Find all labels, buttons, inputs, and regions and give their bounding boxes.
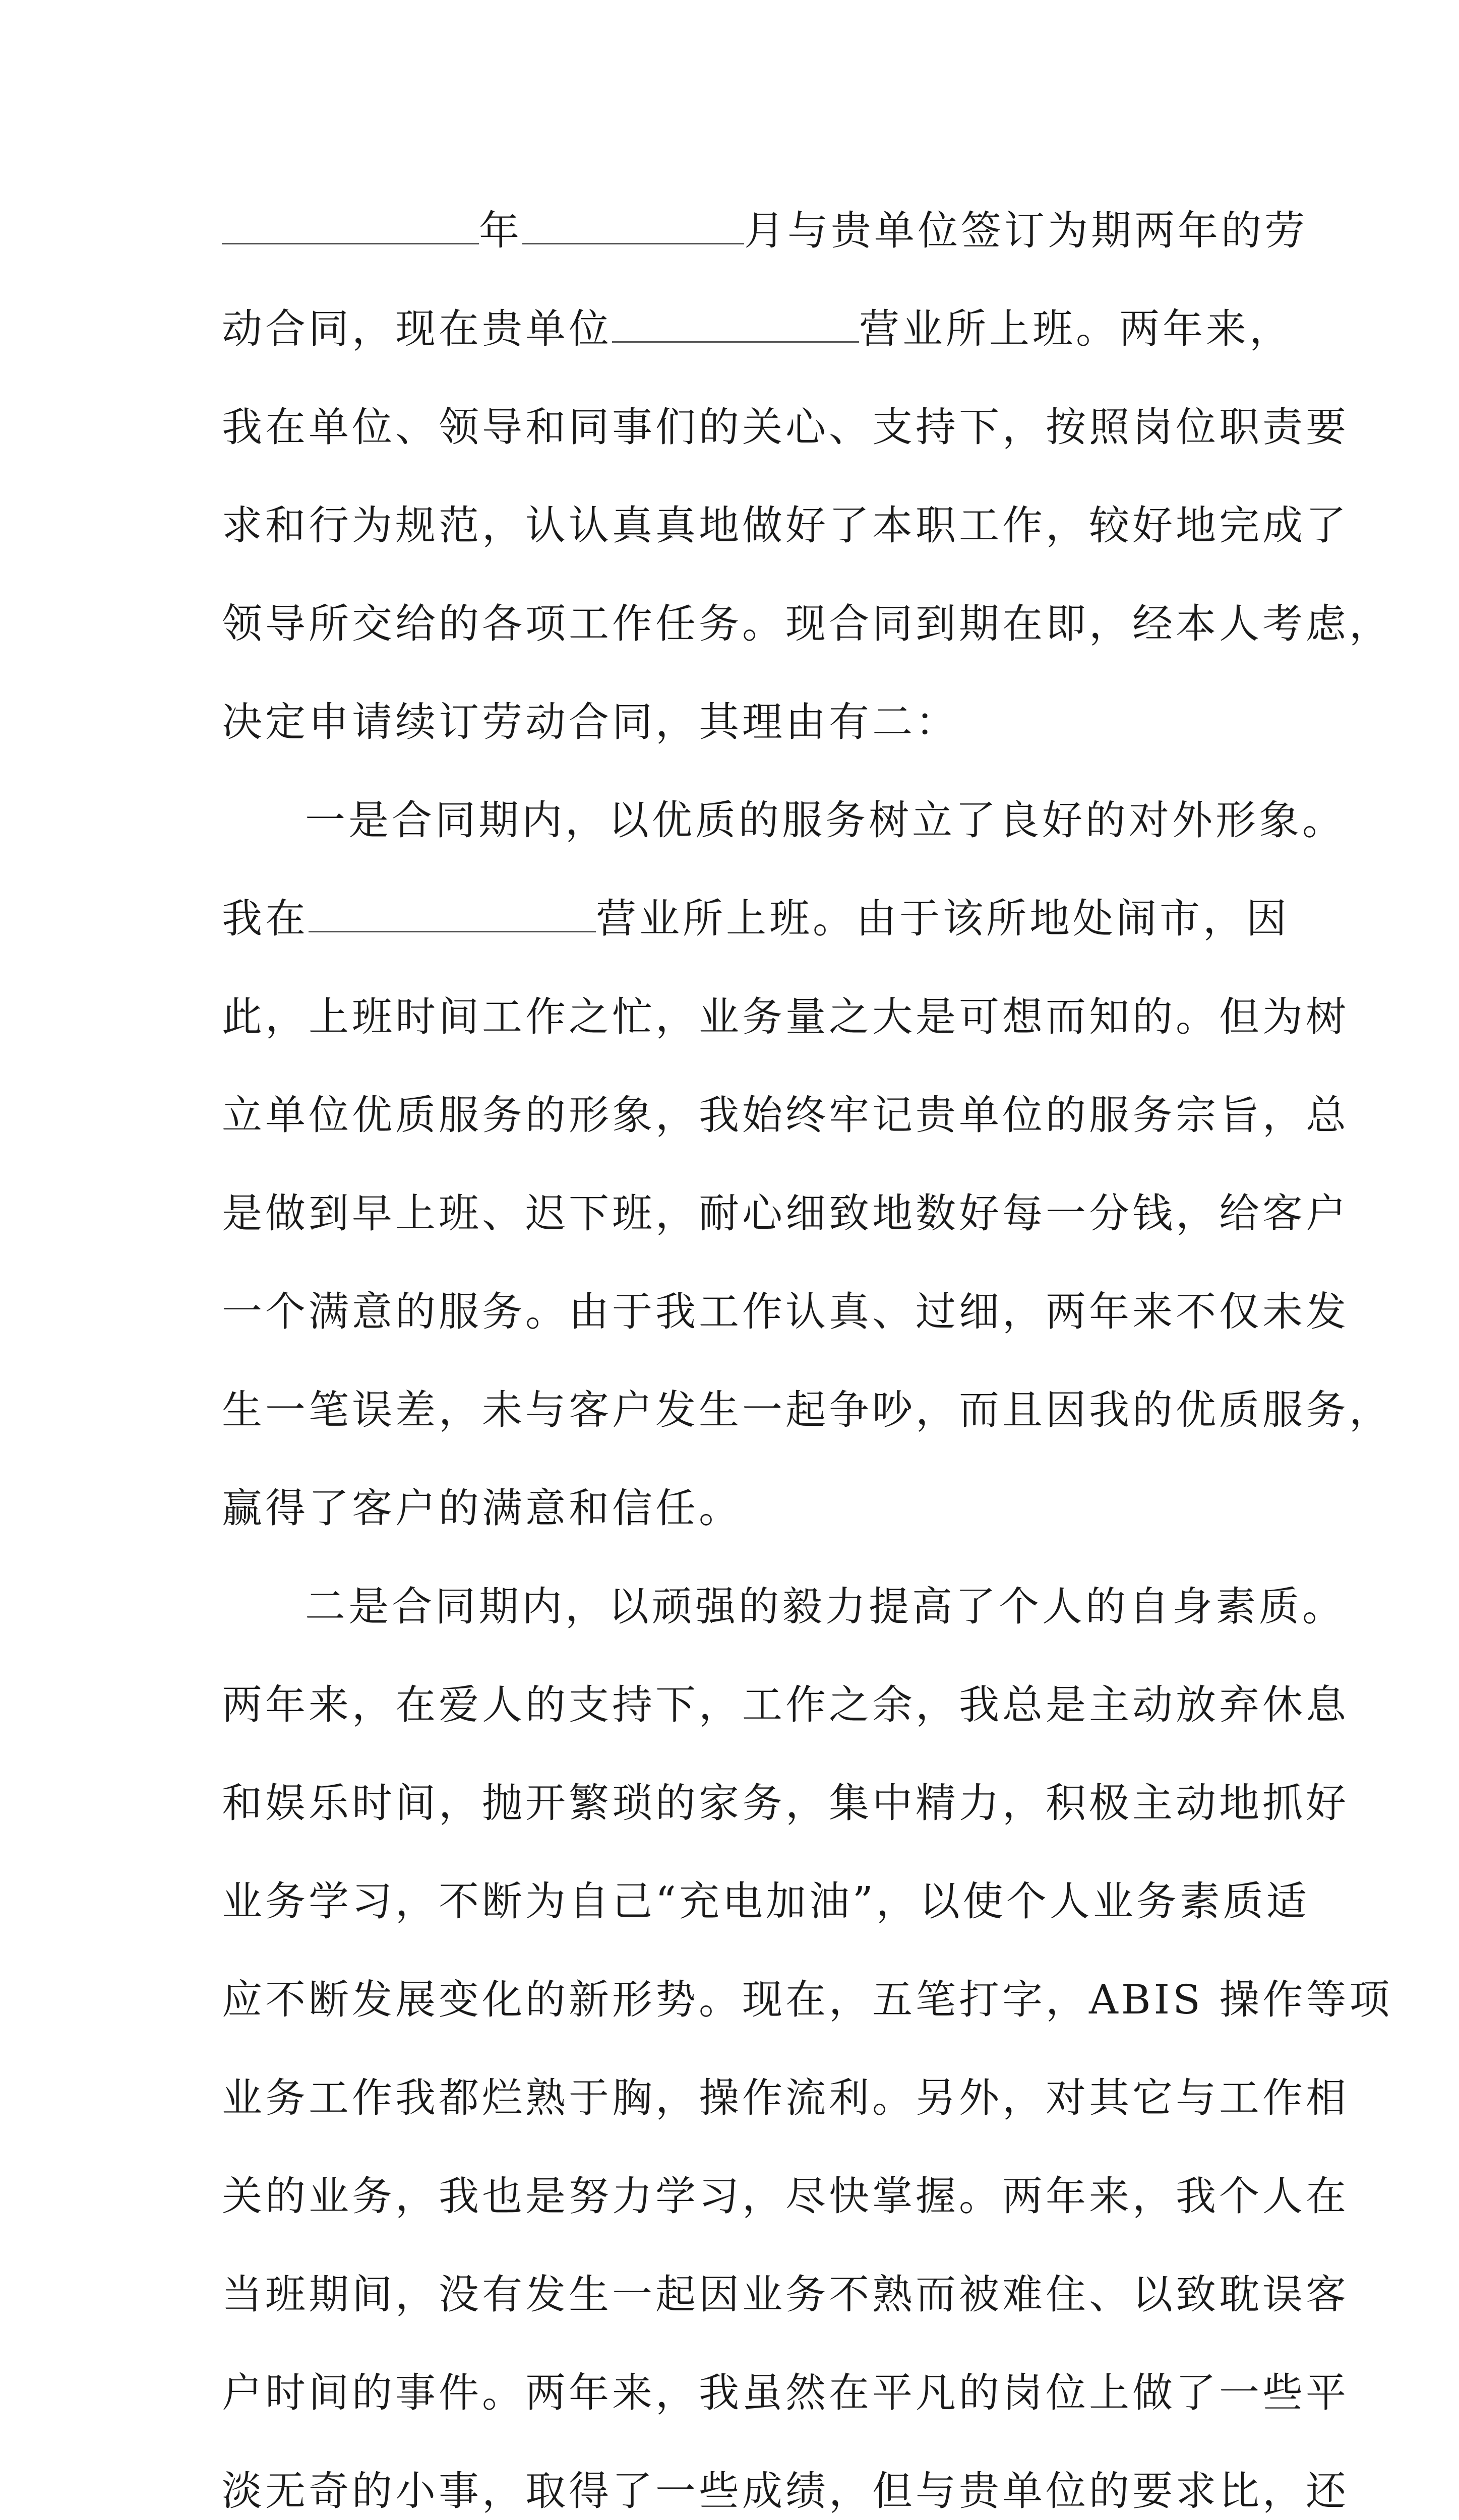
text-line: 一个满意的服务。由于我工作认真、过细，两年来不仅未发 bbox=[222, 1288, 1349, 1335]
text-line bbox=[222, 869, 1290, 968]
text-line: 和娱乐时间，抛开繁琐的家务，集中精力，积极主动地抓好 bbox=[222, 1780, 1349, 1826]
text-line: 此，上班时间工作之忙，业务量之大是可想而知的。但为树 bbox=[222, 993, 1349, 1040]
text-segment: 月与贵单位签订为期两年的劳 bbox=[744, 207, 1308, 254]
text-line: 业务学习，不断为自己“充电加油”，以使个人业务素质适 bbox=[222, 1878, 1310, 1925]
paragraph-heading-two: 二是合同期内，以顽强的毅力提高了个人的自身素质。 bbox=[305, 1583, 1346, 1630]
text-line: 是做到早上班、迟下班，耐心细致地数好每一分钱，给客户 bbox=[222, 1190, 1349, 1237]
text-line: 决定申请续订劳动合同，其理由有二： bbox=[222, 699, 959, 745]
paragraph-heading-one: 一是合同期内，以优质的服务树立了良好的对外形象。 bbox=[305, 797, 1346, 844]
text-line: 应不断发展变化的新形势。现在，五笔打字，ABIS 操作等项 bbox=[222, 1976, 1393, 2023]
blank-field-month[interactable] bbox=[522, 208, 744, 244]
text-segment: 营业所上班。由于该所地处闹市，因 bbox=[596, 895, 1290, 942]
text-line: 求和行为规范，认认真真地做好了本职工作，较好地完成了 bbox=[222, 502, 1349, 549]
text-line: 领导所交给的各项工作任务。现合同到期在即，经本人考虑， bbox=[222, 600, 1392, 647]
text-segment: 年 bbox=[479, 207, 522, 254]
text-segment: 我在 bbox=[222, 895, 309, 942]
text-line bbox=[222, 181, 1308, 280]
blank-field-unit[interactable] bbox=[612, 306, 859, 343]
text-line: 淡无奇的小事，取得了一些成绩，但与贵单位的要求比，还 bbox=[222, 2468, 1349, 2514]
text-line: 户时间的事件。两年来，我虽然在平凡的岗位上做了一些平 bbox=[222, 2369, 1349, 2416]
text-line: 赢得了客户的满意和信任。 bbox=[222, 1485, 742, 1532]
text-segment: 动合同，现在贵单位 bbox=[222, 305, 612, 352]
text-line: 立单位优质服务的形象，我始终牢记贵单位的服务宗旨，总 bbox=[222, 1092, 1349, 1139]
text-line bbox=[222, 280, 1293, 378]
text-line: 两年来，在爱人的支持下，工作之余，我总是主动放弃休息 bbox=[222, 1681, 1349, 1728]
text-line: 当班期间，没有发生一起因业务不熟而被难住、以致耽误客 bbox=[222, 2271, 1349, 2318]
text-line: 关的业务，我也是努力学习，尽快掌握。两年来，我个人在 bbox=[222, 2173, 1349, 2220]
blank-field-office[interactable] bbox=[309, 896, 596, 932]
text-segment: 营业所上班。两年来， bbox=[859, 305, 1293, 352]
text-line: 我在单位、领导和同事们的关心、支持下，按照岗位职责要 bbox=[222, 404, 1349, 451]
document-body bbox=[222, 181, 1393, 2520]
blank-field-year[interactable] bbox=[222, 208, 479, 244]
text-line: 业务工作我都烂熟于胸，操作流利。另外，对其它与工作相 bbox=[222, 2074, 1349, 2121]
text-line: 生一笔误差，未与客户发生一起争吵，而且因我的优质服务， bbox=[222, 1387, 1392, 1433]
